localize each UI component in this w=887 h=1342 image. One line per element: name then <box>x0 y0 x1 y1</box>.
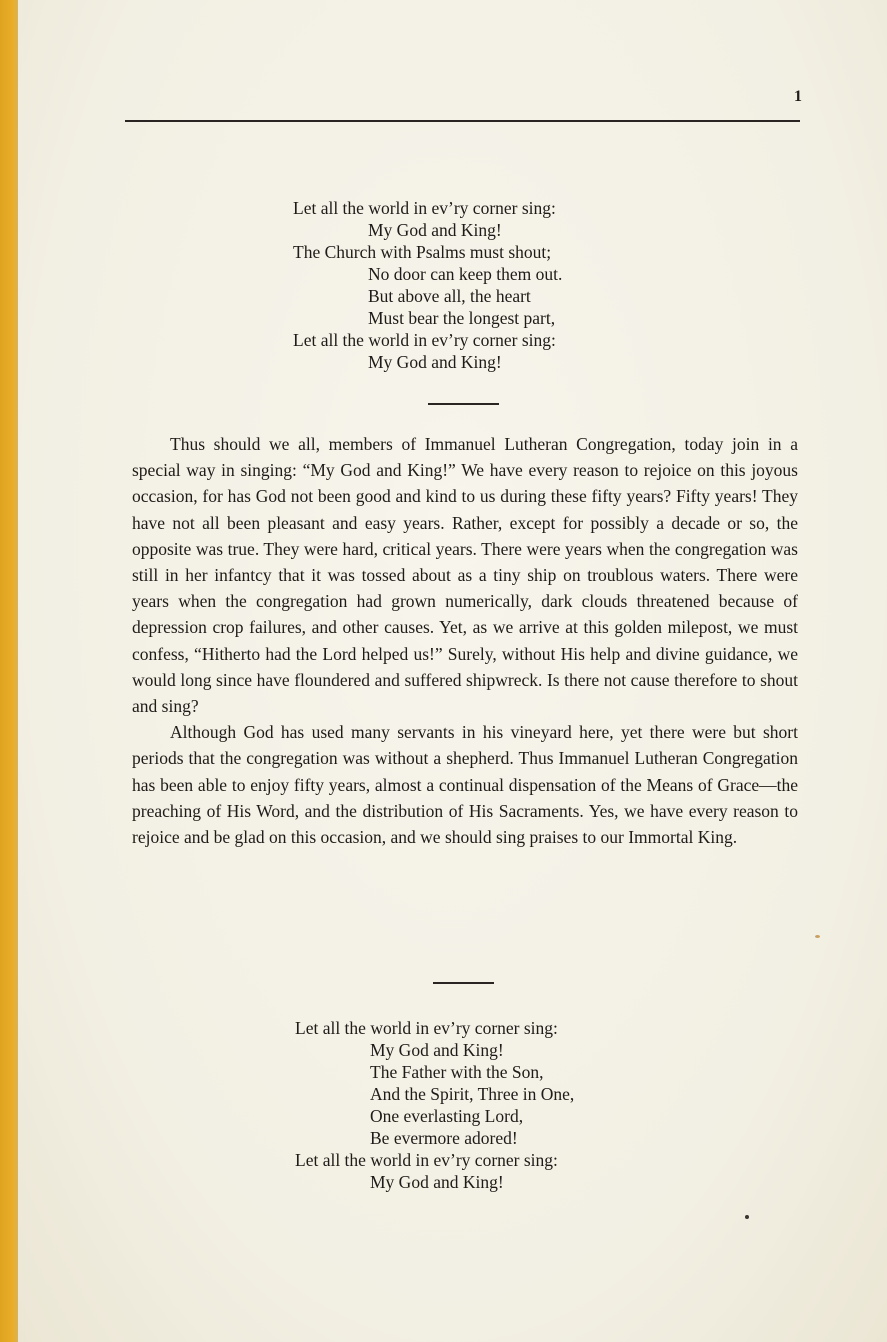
verse-line: Let all the world in ev’ry corner sing: <box>293 198 556 218</box>
section-divider-bottom <box>433 982 494 984</box>
verse-line: Let all the world in ev’ry corner sing: <box>295 1150 558 1170</box>
verse-line: Let all the world in ev’ry corner sing: <box>293 330 556 350</box>
page-number: 1 <box>794 88 802 105</box>
ink-speck <box>815 935 820 938</box>
paragraph-1: Thus should we all, members of Immanuel Lutheran Congregation, today join in a special way in singing: “My God and King!” We have every reason to rejoice on this joyous occasion, for has God not been good and kind to us during these fifty years? Fifty years! They have not all been pleasant and easy years. Rather, except for possibly a decade or so, the opposite was true. They were hard, critical years. There were years when the congregation was still in her infantcy that it was tossed about as a tiny ship on troublous waters. There were years when the congregation had grown numerically, dark clouds threatened because of depression crop failures, and other causes. Yet, as we arrive at this golden milepost, we must confess, “Hitherto had the Lord helped us!” Surely, without His help and divine guidance, we would long since have floundered and suffered shipwreck. Is there not cause therefore to shout and sing? <box>132 434 798 717</box>
verse-line: Let all the world in ev’ry corner sing: <box>295 1018 558 1038</box>
ink-speck <box>745 1215 749 1219</box>
header-rule <box>125 120 800 122</box>
verse-top <box>293 197 562 373</box>
verse-line: My God and King! <box>368 352 502 372</box>
verse-line: No door can keep them out. <box>368 264 563 284</box>
verse-line: My God and King! <box>370 1172 504 1192</box>
verse-line: Must bear the longest part, <box>368 308 556 328</box>
verse-line: And the Spirit, Three in One, <box>370 1084 575 1104</box>
verse-bottom <box>295 1017 574 1193</box>
verse-line: My God and King! <box>370 1040 504 1060</box>
verse-line: But above all, the heart <box>368 286 531 306</box>
paragraph-2: Although God has used many servants in his vineyard here, yet there were but short periods that the congregation was without a shepherd. Thus Immanuel Lutheran Congregation has been able to enjoy fifty years, almost a continual dispensation of the Means of Grace—the preaching of His Word, and the distribution of His Sacraments. Yes, we have every reason to rejoice and be glad on this occasion, and we should sing praises to our Immortal King. <box>132 722 798 848</box>
section-divider-top <box>428 403 499 405</box>
verse-line: The Father with the Son, <box>370 1062 544 1082</box>
verse-line: One everlasting Lord, <box>370 1106 524 1126</box>
body-text <box>132 431 798 850</box>
verse-line: Be evermore adored! <box>370 1128 518 1148</box>
verse-line: My God and King! <box>368 220 502 240</box>
page-edge-binding <box>0 0 18 1342</box>
verse-line: The Church with Psalms must shout; <box>293 242 552 262</box>
